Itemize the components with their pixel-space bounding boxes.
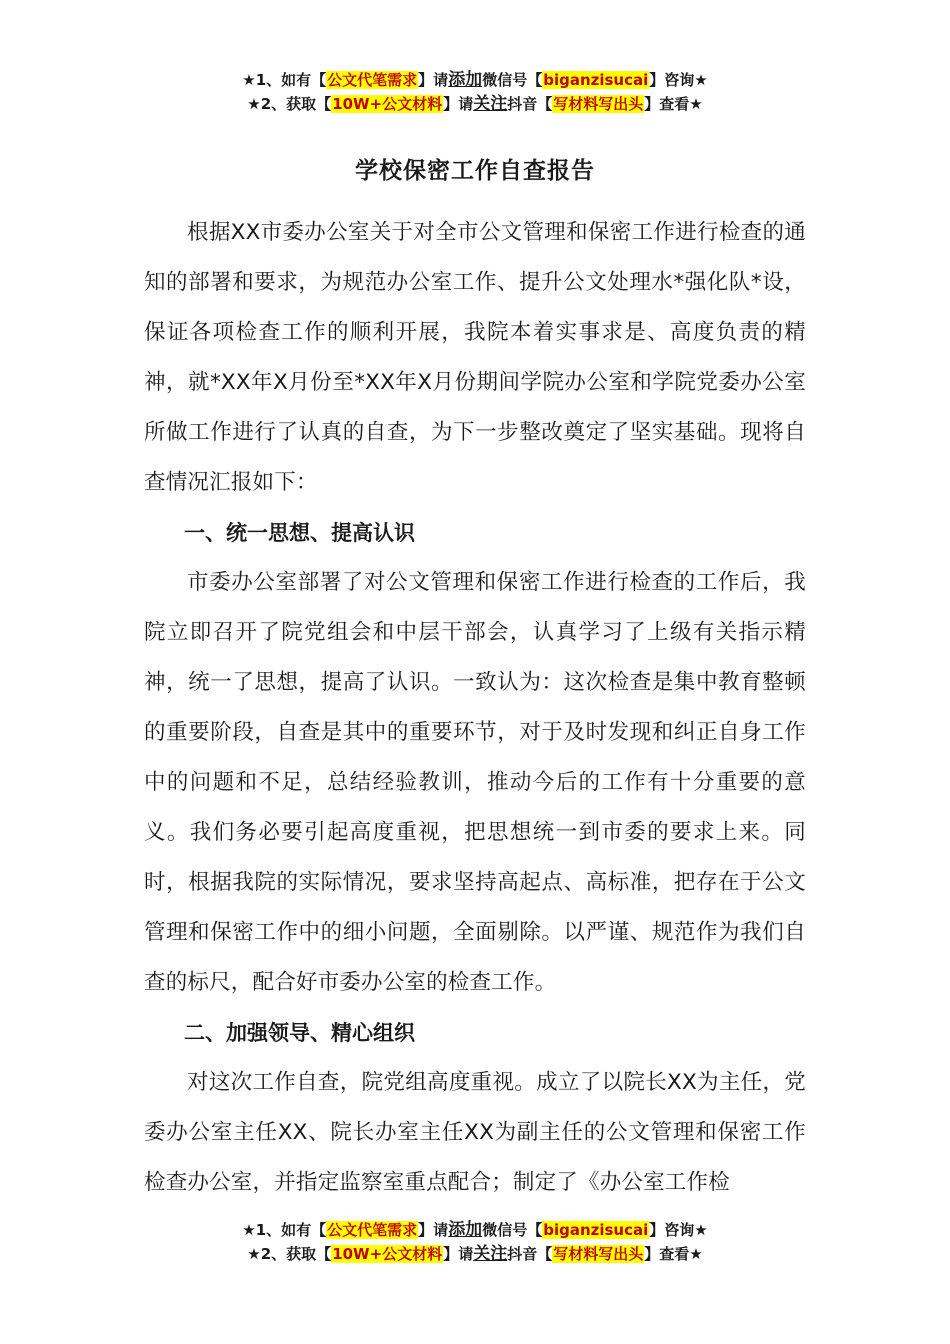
footer-banner-line-2: ★2、获取【10W+公文材料】请关注抖音【写材料写出头】查看★: [247, 1244, 703, 1264]
section-2-heading: 二、加强领导、精心组织: [184, 1021, 415, 1045]
document-body: [144, 208, 806, 1208]
banner-line-1: ★1、如有【公文代笔需求】请添加微信号【biganzisucai】咨询★: [242, 70, 708, 90]
footer-banner-line-1: ★1、如有【公文代笔需求】请添加微信号【biganzisucai】咨询★: [242, 1220, 708, 1240]
highlight-ghostwriting: 公文代笔需求: [327, 1221, 418, 1239]
section-2-paragraph: 对这次工作自查，院党组高度重视。成立了以院长XX为主任，党委办公室主任XX、院长办室主任XX为副主任的公文管理和保密工作检查办公室，并指定监察室重点配合；制定了《办公室工作检: [144, 1070, 806, 1195]
highlight-wechat-id: biganzisucai: [543, 1221, 649, 1239]
section-1-paragraph: 市委办公室部署了对公文管理和保密工作进行检查的工作后，我院立即召开了院党组会和中层干部会，认真学习了上级有关指示精神，统一了思想，提高了认识。一致认为：这次检查是集中教育整顿的重要阶段，自查是其中的重要环节，对于及时发现和纠正自身工作中的问题和不足，总结经验教训，推动今后的工作有十分重要的意义。我们务必要引起高度重视，把思想统一到市委的要求上来。同时，根据我院的实际情况，要求坚持高起点、高标准，把存在于公文管理和保密工作中的细小问题，全面剔除。以严谨、规范作为我们自查的标尺，配合好市委办公室的检查工作。: [144, 570, 806, 995]
highlight-douyin-account: 写材料写出头: [553, 1245, 644, 1263]
highlight-wechat-id: biganzisucai: [543, 71, 649, 89]
highlight-ghostwriting: 公文代笔需求: [327, 71, 418, 89]
section-1-heading: 一、统一思想、提高认识: [184, 521, 415, 545]
highlight-douyin-account: 写材料写出头: [553, 95, 644, 113]
document-title: 学校保密工作自查报告: [355, 158, 595, 184]
footer-banner: [0, 1218, 950, 1266]
banner-line-2: ★2、获取【10W+公文材料】请关注抖音【写材料写出头】查看★: [247, 94, 703, 114]
header-banner: [0, 68, 950, 116]
highlight-materials: 10W+公文材料: [332, 1245, 443, 1263]
highlight-materials: 10W+公文材料: [332, 95, 443, 113]
intro-paragraph: 根据XX市委办公室关于对全市公文管理和保密工作进行检查的通知的部署和要求，为规范办公室工作、提升公文处理水*强化队*设，保证各项检查工作的顺利开展，我院本着实事求是、高度负责的精神，就*XX年X月份至*XX年X月份期间学院办公室和学院党委办公室所做工作进行了认真的自查，为下一步整改奠定了坚实基础。现将自查情况汇报如下：: [144, 220, 806, 495]
